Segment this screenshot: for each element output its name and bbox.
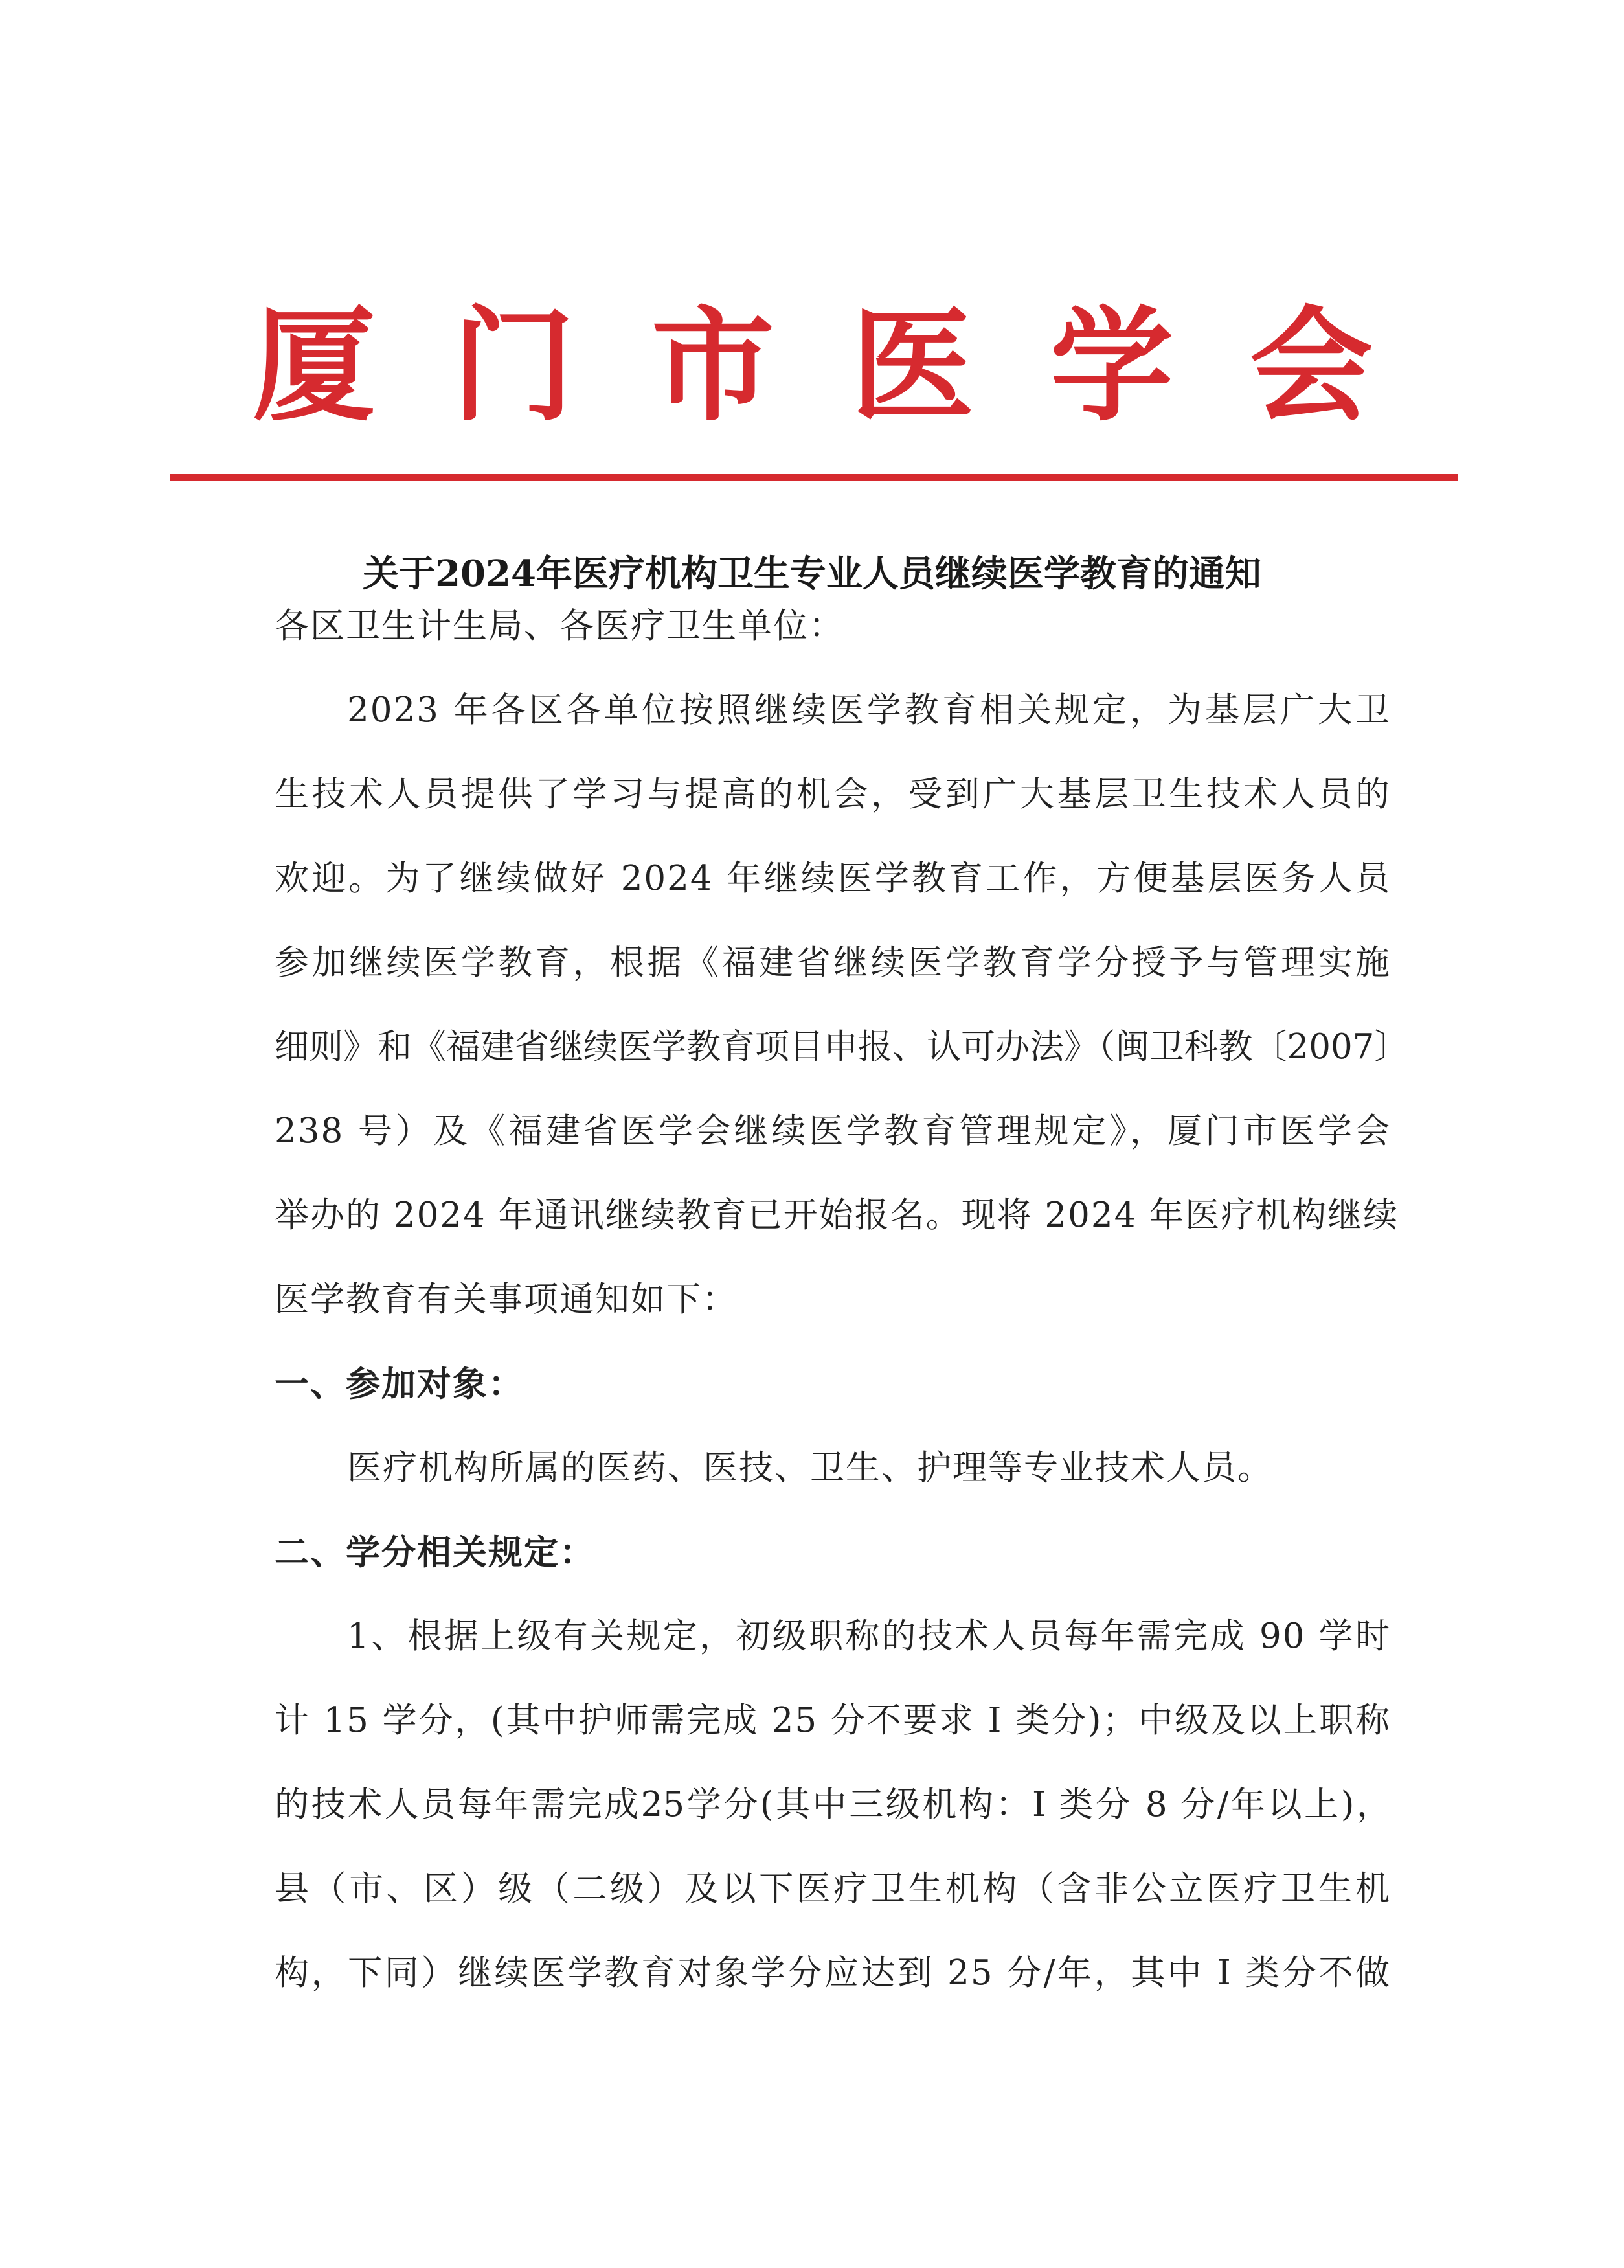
document-title: 关于2024年医疗机构卫生专业人员继续医学教育的通知 (363, 552, 1261, 595)
paragraph-line: 的技术人员每年需完成25学分(其中三级机构：I 类分 8 分/年以上)， (275, 1785, 1391, 1824)
masthead-char: 会 (1249, 293, 1373, 438)
masthead-char: 市 (651, 293, 774, 438)
paragraph-line: 参加继续医学教育，根据《福建省继续医学教育学分授予与管理实施 (275, 943, 1391, 982)
masthead-char: 医 (850, 293, 974, 438)
masthead (253, 291, 1373, 440)
paragraph-line: 238 号）及《福建省医学会继续医学教育管理规定》，厦门市医学会 (275, 1111, 1391, 1151)
document-body (275, 584, 1409, 2015)
paragraph-intro (275, 668, 1409, 1342)
paragraph-line: 举办的 2024 年通讯继续教育已开始报名。现将 2024 年医疗机构继续 (275, 1196, 1399, 1235)
paragraph-line: 医学教育有关事项通知如下： (275, 1280, 738, 1319)
paragraph-line: 计 15 学分，(其中护师需完成 25 分不要求 I 类分)；中级及以上职称 (275, 1701, 1391, 1740)
paragraph-line: 生技术人员提供了学习与提高的机会，受到广大基层卫生技术人员的 (275, 775, 1391, 814)
paragraph-line: 县（市、区）级（二级）及以下医疗卫生机构（含非公立医疗卫生机 (275, 1869, 1391, 1909)
paragraph-line: 构，下同）继续医学教育对象学分应达到 25 分/年，其中 I 类分不做 (275, 1953, 1391, 1993)
salutation: 各区卫生计生局、各医疗卫生单位： (275, 606, 844, 646)
section-heading-credits: 二、学分相关规定： (275, 1532, 595, 1572)
masthead-divider (170, 474, 1458, 481)
masthead-char: 学 (1050, 293, 1173, 438)
paragraph-line: 细则》和《福建省继续医学教育项目申报、认可办法》（闽卫科教〔2007〕 (275, 1027, 1409, 1067)
masthead-char: 厦 (253, 293, 376, 438)
section-heading-participants: 一、参加对象： (275, 1364, 524, 1404)
section-text-participants: 医疗机构所属的医药、医技、卫生、护理等专业技术人员。 (347, 1448, 1273, 1488)
paragraph-line: 1、根据上级有关规定，初级职称的技术人员每年需完成 90 学时 (347, 1616, 1391, 1656)
paragraph-line: 欢迎。为了继续做好 2024 年继续医学教育工作，方便基层医务人员 (275, 859, 1391, 898)
paragraph-line: 2023 年各区各单位按照继续医学教育相关规定，为基层广大卫 (347, 690, 1391, 730)
masthead-char: 门 (451, 293, 575, 438)
paragraph-credits (275, 1594, 1391, 2015)
